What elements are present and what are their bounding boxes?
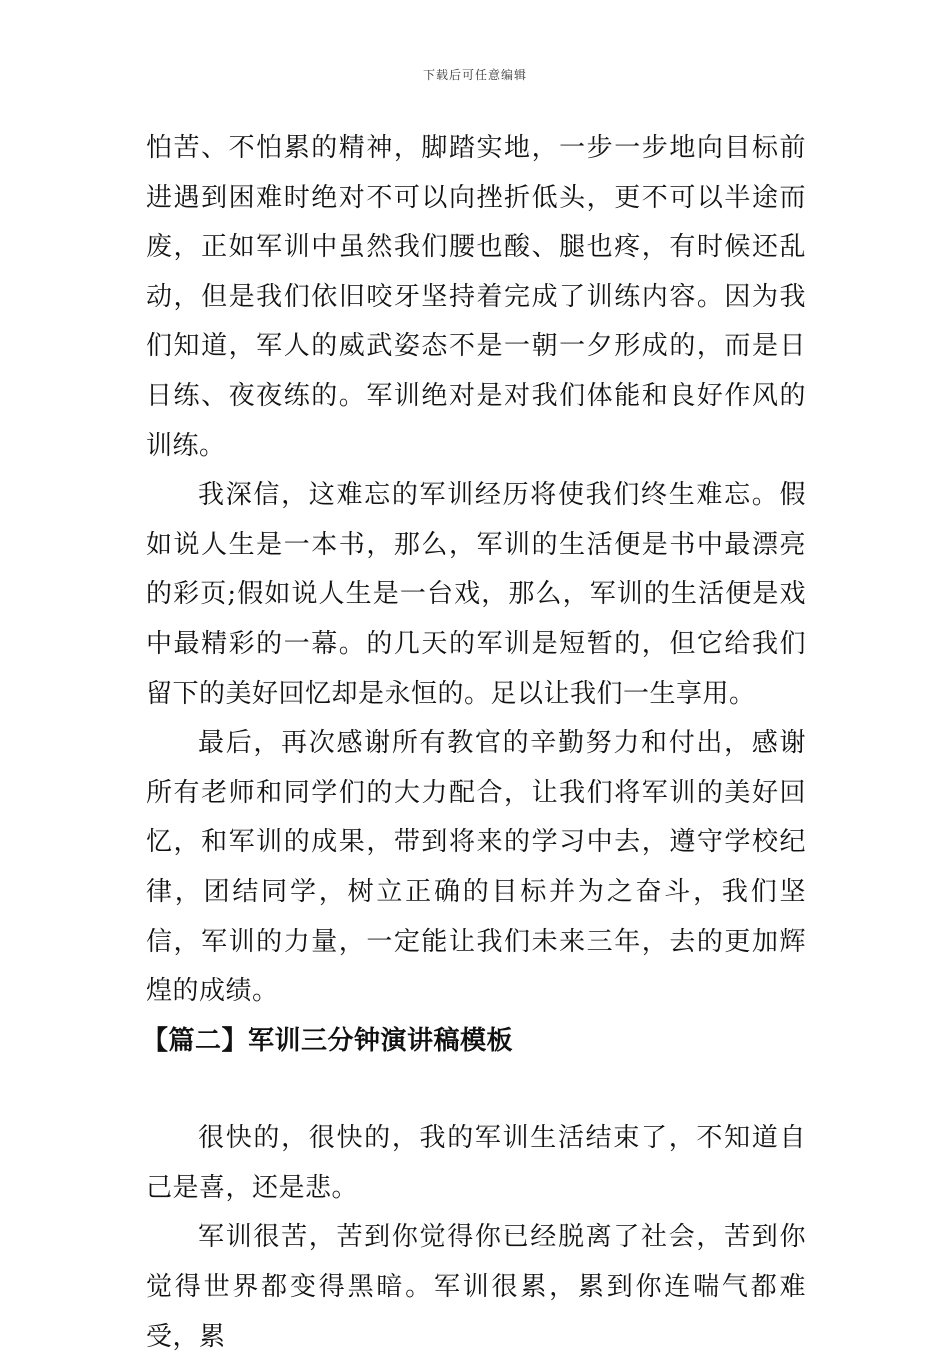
header-note: 下载后可任意编辑 bbox=[422, 68, 527, 82]
paragraph-training-hard: 军训很苦，苦到你觉得你已经脱离了社会，苦到你觉得世界都变得黑暗。军训很累，累到你连喘气都难受，累 bbox=[146, 1222, 806, 1352]
document-body bbox=[142, 124, 806, 1362]
section-title: 【篇二】军训三分钟演讲稿模板 bbox=[142, 1025, 514, 1056]
paragraph-memory: 我深信，这难忘的军训经历将使我们终生难忘。假如说人生是一本书，那么，军训的生活便是书中最漂亮的彩页;假如说人生是一台戏，那么，军训的生活便是戏中最精彩的一幕。的几天的军训是短暂的，但它给我们留下的美好回忆却是永恒的。足以让我们一生享用。 bbox=[146, 480, 806, 709]
paragraph-training-over: 很快的，很快的，我的军训生活结束了，不知道自己是喜，还是悲。 bbox=[146, 1123, 806, 1203]
paragraph-continued: 怕苦、不怕累的精神，脚踏实地，一步一步地向目标前进遇到困难时绝对不可以向挫折低头，更不可以半途而废，正如军训中虽然我们腰也酸、腿也疼，有时候还乱动，但是我们依旧咬牙坚持着完成了训练内容。因为我们知道，军人的威武姿态不是一朝一夕形成的，而是日日练、夜夜练的。军训绝对是对我们体能和良好作风的训练。 bbox=[146, 133, 806, 461]
section-spacer bbox=[146, 1066, 806, 1114]
paragraph-thanks: 最后，再次感谢所有教官的辛勤努力和付出，感谢所有老师和同学们的大力配合，让我们将军训的美好回忆，和军训的成果，带到将来的学习中去，遵守学校纪律，团结同学，树立正确的目标并为之奋斗，我们坚信，军训的力量，一定能让我们未来三年，去的更加辉煌的成绩。 bbox=[146, 728, 806, 1007]
